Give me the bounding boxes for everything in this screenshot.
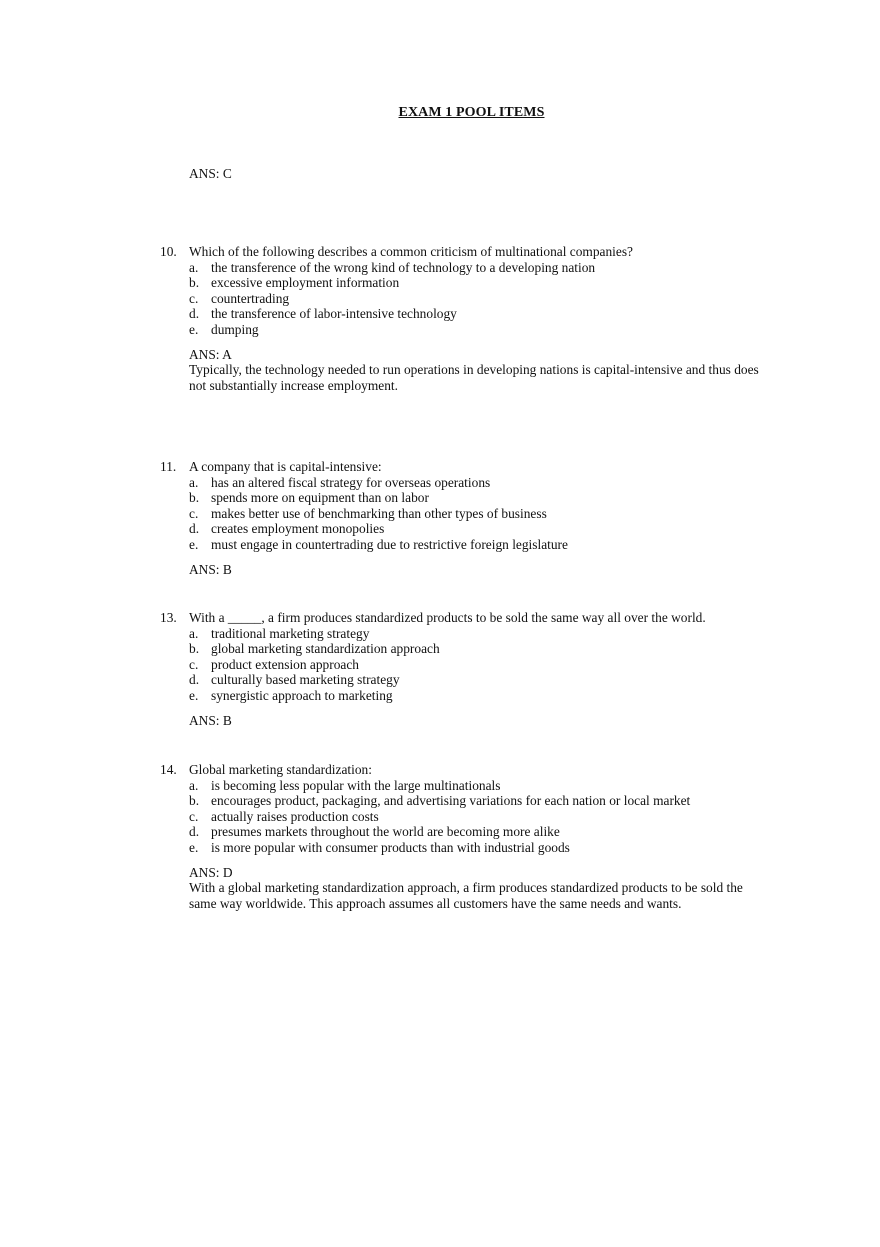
option-d: [155, 672, 755, 688]
option-letter: a.: [189, 625, 199, 641]
question-number: 10.: [160, 244, 177, 259]
answer-block: [155, 865, 755, 912]
option-letter: c.: [189, 808, 199, 824]
option-text: encourages product, packaging, and advertising variations for each nation or local market: [211, 793, 691, 809]
option-text: is becoming less popular with the large multinationals: [211, 777, 501, 793]
question-stem: [155, 610, 755, 626]
question-text: A company that is capital-intensive:: [189, 459, 382, 474]
question-stem: [155, 244, 755, 260]
top-answer-block: [189, 166, 759, 182]
answer-block: [155, 713, 755, 729]
option-d: [155, 521, 755, 537]
option-d: [155, 824, 755, 840]
option-letter: d.: [189, 521, 200, 537]
option-text: synergistic approach to marketing: [211, 687, 393, 703]
option-letter: d.: [189, 824, 200, 840]
option-letter: b.: [189, 490, 200, 506]
option-a: [155, 778, 755, 794]
option-e: [155, 322, 755, 338]
question-14: [155, 762, 755, 911]
option-text: culturally based marketing strategy: [211, 672, 400, 688]
question-number: 11.: [160, 459, 177, 474]
question-text: With a _____, a firm produces standardized products to be sold the same way all over the world.: [189, 610, 706, 625]
option-letter: e.: [189, 536, 199, 552]
answer-explanation: With a global marketing standardization approach, a firm produces standardized products to be sold the same way worldwide. This approach assumes all customers have the same needs and wants.: [189, 880, 743, 911]
option-text: actually raises production costs: [211, 808, 379, 824]
option-letter: c.: [189, 505, 199, 521]
answer-block: [155, 562, 755, 578]
option-letter: e.: [189, 839, 199, 855]
option-text: presumes markets throughout the world are becoming more alike: [211, 824, 560, 840]
option-text: global marketing standardization approach: [211, 641, 440, 657]
question-stem: [155, 762, 755, 778]
option-letter: c.: [189, 656, 199, 672]
option-b: [155, 641, 755, 657]
option-e: [155, 688, 755, 704]
option-b: [155, 490, 755, 506]
option-letter: e.: [189, 687, 199, 703]
question-stem: [155, 459, 755, 475]
option-text: has an altered fiscal strategy for overseas operations: [211, 474, 491, 490]
answer-explanation: Typically, the technology needed to run operations in developing nations is capital-intensive and thus does not substantially increase employment.: [189, 362, 759, 393]
option-letter: a.: [189, 777, 199, 793]
option-letter: e.: [189, 321, 199, 337]
option-c: [155, 809, 755, 825]
option-text: excessive employment information: [211, 275, 400, 291]
option-c: [155, 657, 755, 673]
option-text: product extension approach: [211, 656, 359, 672]
option-text: is more popular with consumer products than with industrial goods: [211, 839, 570, 855]
option-e: [155, 840, 755, 856]
answer-label: ANS: C: [189, 166, 232, 181]
option-letter: a.: [189, 259, 199, 275]
option-text: makes better use of benchmarking than other types of business: [211, 505, 547, 521]
option-text: dumping: [211, 321, 259, 337]
question-text: Which of the following describes a common criticism of multinational companies?: [189, 244, 634, 259]
option-letter: a.: [189, 474, 199, 490]
option-a: [155, 260, 755, 276]
option-c: [155, 291, 755, 307]
question-11: [155, 459, 755, 577]
question-number: 14.: [160, 762, 177, 777]
answer-label: ANS: B: [189, 712, 232, 728]
question-number: 13.: [160, 610, 177, 625]
answer-label: ANS: A: [189, 346, 232, 362]
option-letter: b.: [189, 793, 200, 809]
option-letter: b.: [189, 641, 200, 657]
option-letter: b.: [189, 275, 200, 291]
option-d: [155, 306, 755, 322]
option-text: must engage in countertrading due to restrictive foreign legislature: [211, 536, 568, 552]
option-b: [155, 793, 755, 809]
answer-label: ANS: D: [189, 864, 233, 880]
option-text: traditional marketing strategy: [211, 625, 370, 641]
question-10: [155, 244, 759, 393]
option-a: [155, 626, 755, 642]
question-text: Global marketing standardization:: [189, 762, 372, 777]
option-letter: c.: [189, 290, 199, 306]
option-b: [155, 275, 755, 291]
answer-block: [155, 346, 759, 394]
option-text: countertrading: [211, 290, 290, 306]
option-text: the transference of the wrong kind of technology to a developing nation: [211, 259, 596, 275]
option-text: creates employment monopolies: [211, 521, 385, 537]
option-e: [155, 537, 755, 553]
option-letter: d.: [189, 672, 200, 688]
option-letter: d.: [189, 306, 200, 322]
option-text: spends more on equipment than on labor: [211, 490, 429, 506]
question-13: [155, 610, 755, 728]
option-text: the transference of labor-intensive technology: [211, 306, 457, 322]
option-a: [155, 475, 755, 491]
option-c: [155, 506, 755, 522]
page-title: EXAM 1 POOL ITEMS: [398, 105, 545, 120]
answer-label: ANS: B: [189, 561, 232, 577]
